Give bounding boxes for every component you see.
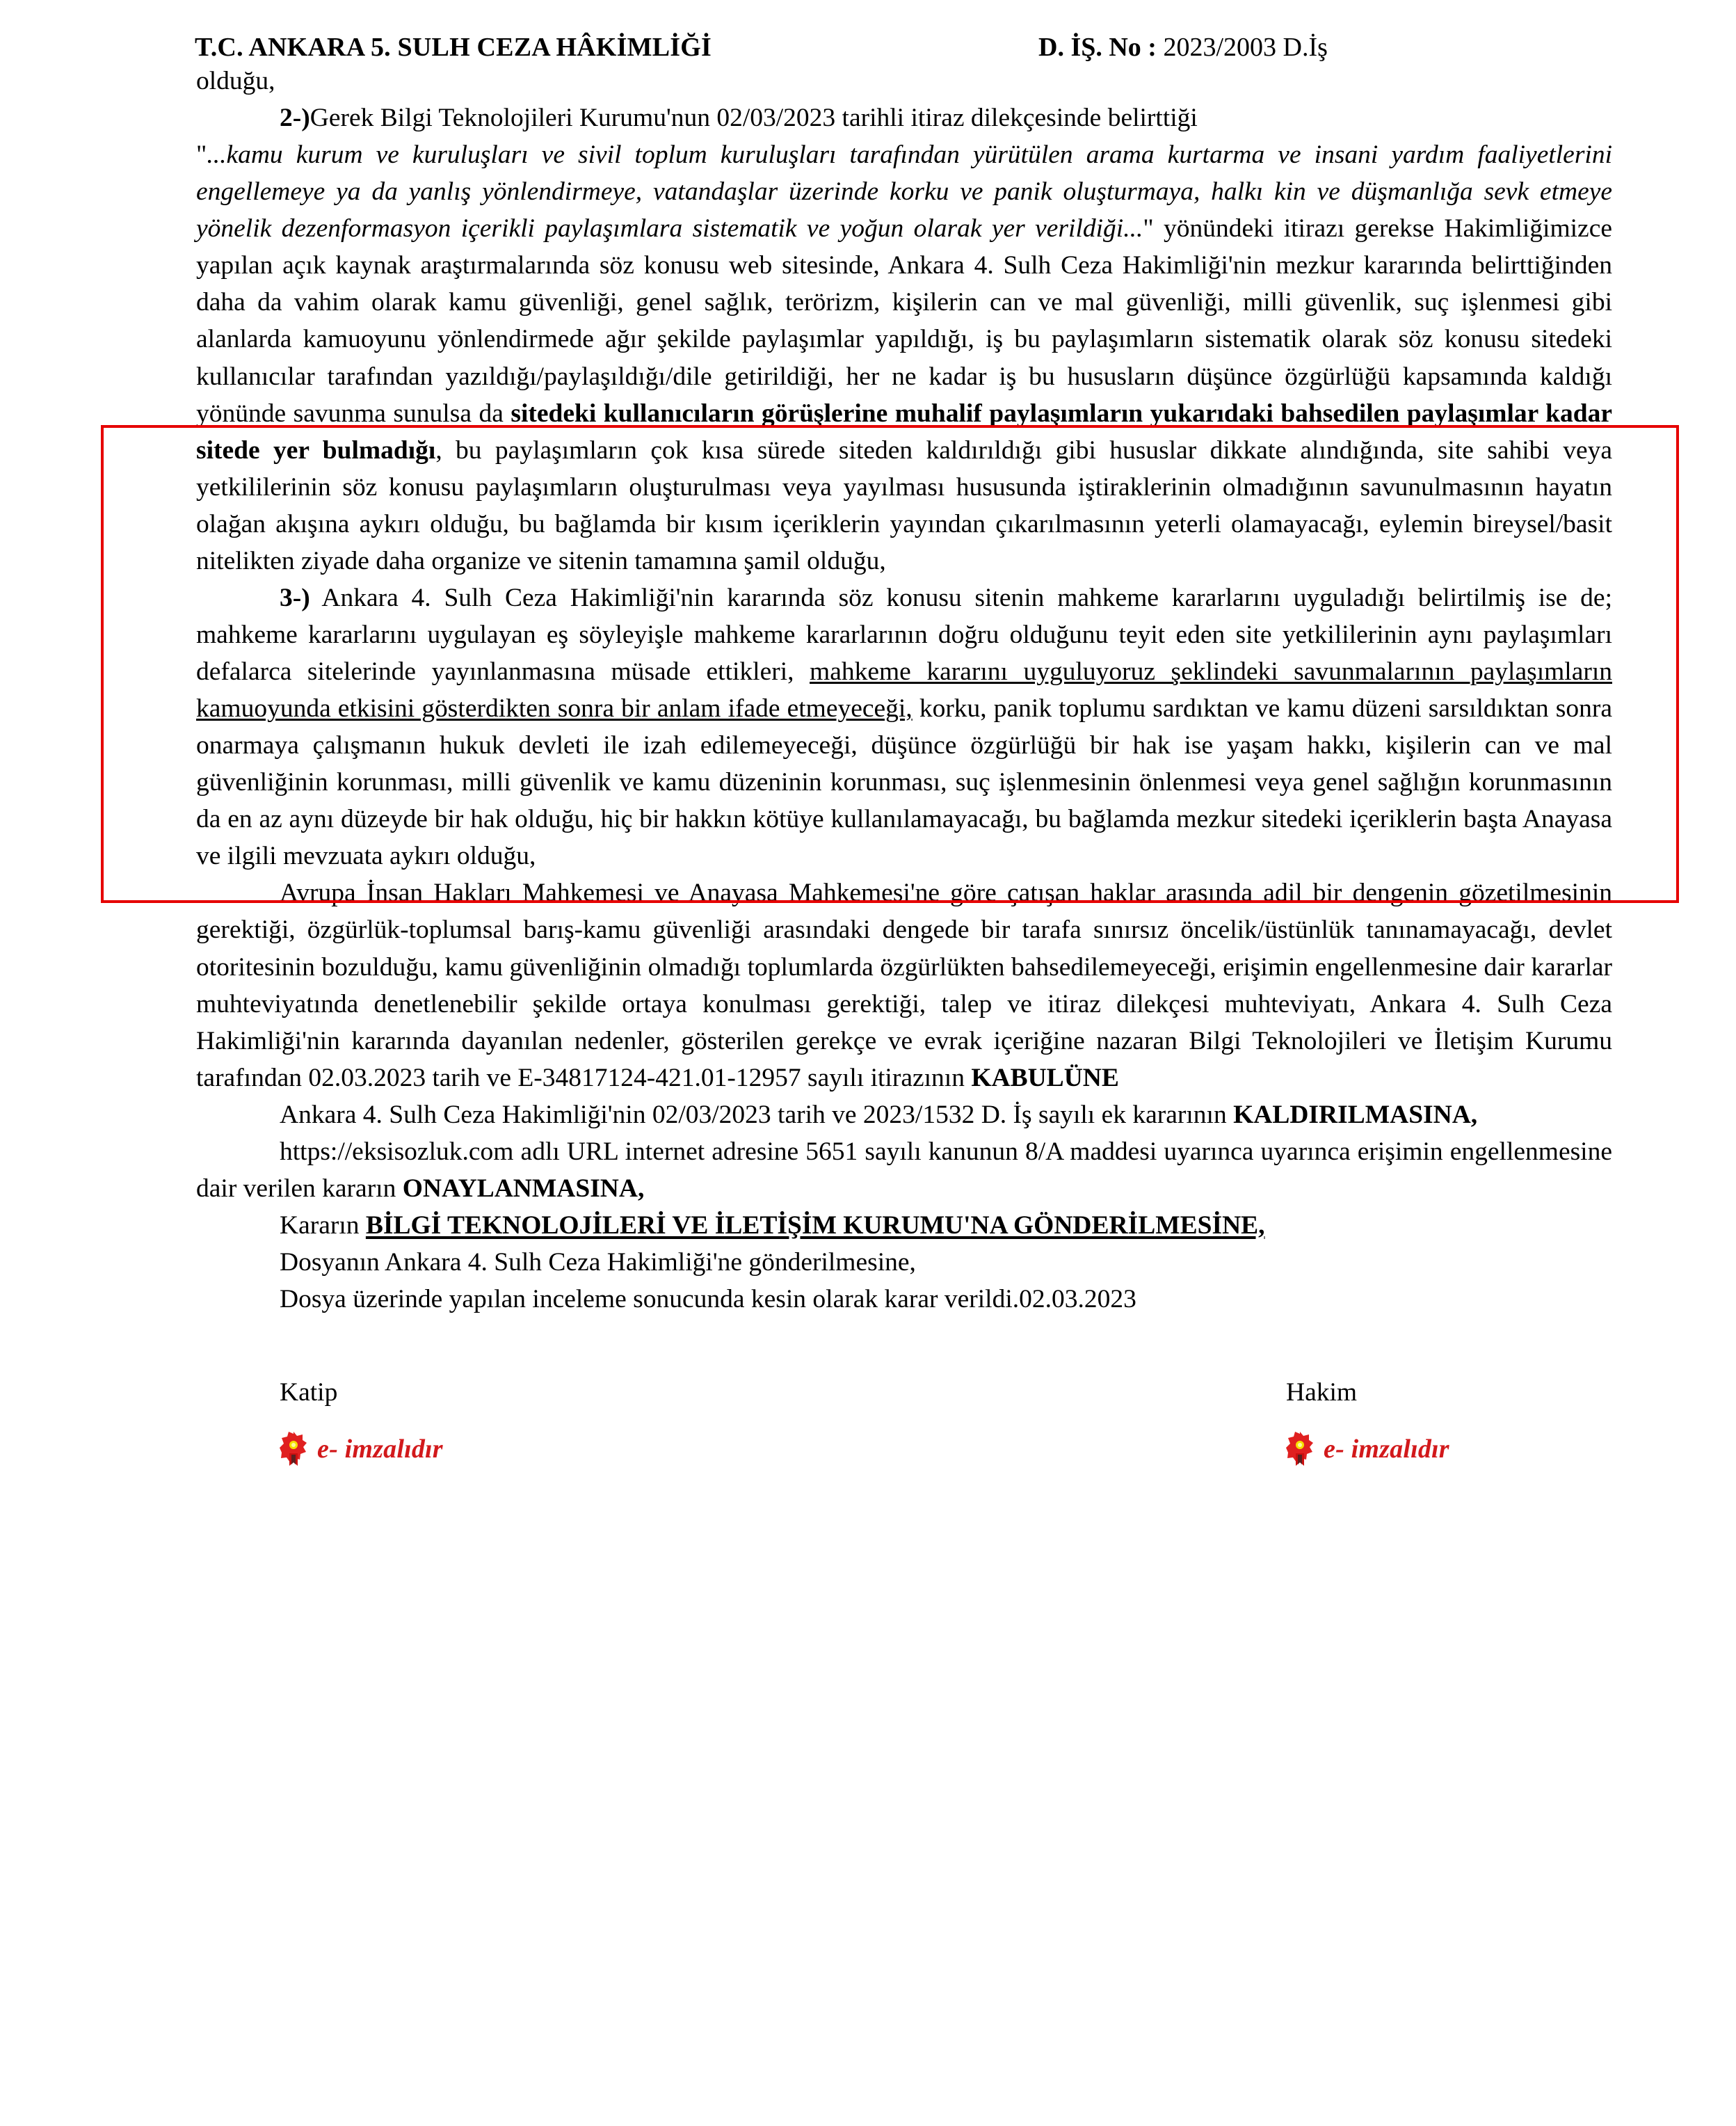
paragraph-item-2: [196, 99, 1612, 580]
signature-hakim: [1203, 1377, 1736, 1467]
katip-title: Katip: [280, 1378, 338, 1407]
paragraph-url-onay: [196, 1133, 1612, 1207]
item-2-bold-emphasis: sitedeki kullanıcıların görüşlerine muhalif paylaşımların yukarıdaki bahsedilen paylaşımlar kadar sitede yer bulmadığı: [196, 399, 1612, 465]
hakim-signature-line: [1286, 1431, 1736, 1467]
kabulune-emphasis: KABULÜNE: [971, 1063, 1119, 1092]
paragraph-dosya-uzerinde: Dosya üzerinde yapılan inceleme sonucunda kesin olarak karar verildi.02.03.2023: [280, 1285, 1136, 1314]
item-2-marker: 2-): [280, 104, 310, 133]
paragraph-avrupa: [196, 874, 1612, 1096]
kararin-text: Kararın: [280, 1210, 366, 1240]
e-signature-seal-icon: [1286, 1431, 1314, 1467]
kaldirilmasina-text: Ankara 4. Sulh Ceza Hakimliği'nin 02/03/2023 tarih ve 2023/1532 D. İş sayılı ek kararının: [280, 1100, 1234, 1129]
file-number-value: 2023/2003 D.İş: [1163, 33, 1328, 62]
avrupa-text: Avrupa İnsan Hakları Mahkemesi ve Anayasa Mahkemesi'ne göre çatışan haklar arasında adil bir dengenin gözetilmesinin gerektiği, özgürlük-toplumsal barış-kamu güvenliği arasındaki dengede bir tarafa sınırsız öncelik/üstünlük tanınamayacağı, devlet otoritesinin bozulduğu, kamu güvenliğinin olmadığı toplumlarda özgürlükten bahsedilemeyeceği, erişimin engellenmesine dair kararlar muhteviyatında denetlenebilir şekilde ortaya konulması gerektiği, talep ve itiraz dilekçesi muhteviyatı, Ankara 4. Sulh Ceza Hakimliği'nin kararında dayanılan nedenler, gösterilen gerekçe ve evrak içeriğine nazaran Bilgi Teknolojileri ve İletişim Kurumu tarafından 02.03.2023 tarih ve E-34817124-421.01-12957 sayılı itirazının: [196, 879, 1612, 1092]
url-text: https://eksisozluk.com: [280, 1137, 514, 1166]
item-3-part-1: Ankara 4. Sulh Ceza Hakimliği'nin kararında söz konusu sitenin mahkeme kararlarını uyguladığı belirtilmiş ise de; mahkeme kararlarını uygulayan eş söyleyişle mahkeme kararlarının doğru olduğunu teyit eden site yetkililerinin aynı paylaşımları defalarca sitelerinde yayınlanmasına müsade ettikleri,: [196, 583, 1612, 686]
item-2-quote-open: ": [196, 141, 207, 170]
e-signature-seal-icon: [280, 1431, 307, 1467]
document-body: [0, 63, 1736, 1318]
paragraph-kaldirilmasina: [196, 1096, 1612, 1133]
paragraph-dosyanin: Dosyanın Ankara 4. Sulh Ceza Hakimliği'ne gönderilmesine,: [280, 1248, 916, 1277]
katip-signature-line: [280, 1431, 730, 1467]
document-header: [0, 0, 1736, 63]
item-2-quote-close: ": [1143, 214, 1154, 243]
signature-katip: [196, 1377, 730, 1467]
file-number: [1038, 32, 1328, 63]
item-3-underlined: mahkeme kararını uyguluyoruz şeklindeki savunmalarının paylaşımların kamuoyunda etkisini gösterdikten sonra bir anlam ifade etmeyeceği,: [196, 657, 1612, 724]
signature-block: [0, 1377, 1736, 1467]
gonderilmesine-emphasis: BİLGİ TEKNOLOJİLERİ VE İLETİŞİM KURUMU'NA GÖNDERİLMESİNE,: [365, 1210, 1265, 1240]
onaylanmasina-emphasis: ONAYLANMASINA,: [402, 1174, 645, 1203]
hakim-esignature-text: e- imzalıdır: [1324, 1434, 1449, 1464]
kaldirilmasina-emphasis: KALDIRILMASINA,: [1233, 1100, 1478, 1129]
paragraph-olduğu: olduğu,: [196, 67, 275, 95]
item-2-after-quote: yönündeki itirazı gerekse Hakimliğimizce yapılan açık kaynak araştırmalarında söz konusu web sitesinde, Ankara 4. Sulh Ceza Hakimliği'nin mezkur kararında belirttiğinden daha da vahim olarak kamu güvenliği, genel sağlık, terörizm, kişilerin can ve mal güvenliği, milli güvenlik, suç işlenmesi gibi alanlarda kamuoyunu yönlendirmede ağır şekilde paylaşımlar yapıldığı, iş bu paylaşımların sistematik olarak söz konusu sitedeki kullanıcılar tarafından yazıldığı/paylaşıldığı/dile getirildiği, her ne kadar iş bu hususların düşünce özgürlüğü kapsamında kaldığı yönünde savunma sunulsa da: [196, 214, 1612, 428]
url-after: adlı URL internet adresine 5651 sayılı kanunun 8/A maddesi uyarınca uyarınca erişimin engellenmesine dair verilen kararın: [196, 1137, 1612, 1203]
item-2-tail: , bu paylaşımların çok kısa sürede siteden kaldırıldığı gibi hususlar dikkate alındığında, site sahibi veya yetkililerinin söz konusu paylaşımların oluşturulması veya yayılması hususunda iştiraklerinin olmadığının savunulmasının hayatın olağan akışına aykırı olduğu, bu bağlamda bir kısım içeriklerin yayından çıkarılmasının yeterli olamayacağı, eylemin bireysel/basit nitelikten ziyade daha organize ve sitenin tamamına şamil olduğu,: [196, 435, 1612, 575]
item-3-part-2: korku, panik toplumu sardıktan ve kamu düzeni sarsıldıktan sonra onarmaya çalışmanın hukuk devleti ile izah edilemeyeceği, düşünce özgürlüğü bir hak ise yaşam hakkı, kişilerin can ve mal güvenliğinin korunması, milli güvenlik ve kamu düzeninin korunması, suç işlenmesinin önlenmesi veya genel sağlığın korunmasının da en az aynı düzeyde bir hak olduğu, hiç bir hakkın kötüye kullanılamayacağı, bu bağlamda mezkur sitedeki içeriklerin başta Anayasa ve ilgili mevzuata aykırı olduğu,: [196, 694, 1612, 871]
paragraph-kararin-gonderilmesi: [196, 1207, 1612, 1244]
hakim-title: Hakim: [1286, 1378, 1358, 1407]
paragraph-item-3: [196, 580, 1612, 875]
item-2-intro: Gerek Bilgi Teknolojileri Kurumu'nun 02/03/2023 tarihli itiraz dilekçesinde belirttiği: [310, 104, 1198, 133]
court-title: T.C. ANKARA 5. SULH CEZA HÂKİMLİĞİ: [195, 33, 712, 62]
file-number-label: D. İŞ. No :: [1038, 33, 1157, 62]
katip-esignature-text: e- imzalıdır: [317, 1434, 443, 1464]
item-2-quote: ...kamu kurum ve kuruluşları ve sivil toplum kuruluşları tarafından yürütülen arama kurtarma ve insani yardım faaliyetlerini engellemeye ya da yanlış yönlendirmeye, vatandaşlar üzerinde korku ve panik oluşturmaya, halkı kin ve düşmanlığa sevk etmeye yönelik dezenformasyon içerikli paylaşımlara sistematik ve yoğun olarak yer verildiği...: [196, 141, 1612, 243]
item-3-marker: 3-): [280, 583, 310, 612]
